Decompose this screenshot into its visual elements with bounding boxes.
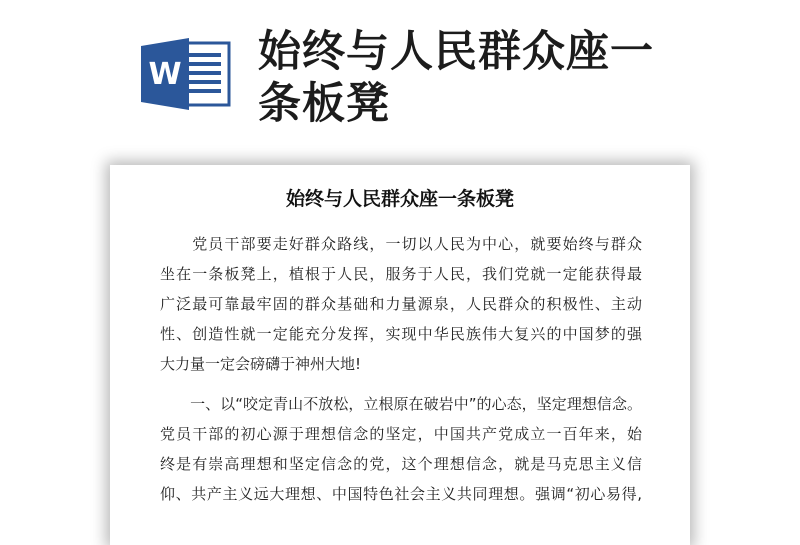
paragraph-line: 坐在一条板凳上，植根于人民，服务于人民，我们党就一定能获得最: [160, 265, 642, 283]
paragraph-line: 党员干部的初心源于理想信念的坚定，中国共产党成立一百年来，始: [160, 425, 642, 443]
header-title-line2: 条板凳: [258, 79, 390, 129]
header: [0, 0, 800, 150]
header-title-line1: 始终与人民群众座一: [258, 27, 654, 77]
word-document-icon: [141, 38, 231, 110]
paragraph-line: 大力量一定会磅礴于神州大地!: [160, 355, 362, 373]
paragraph-line: 党员干部要走好群众路线，一切以人民为中心，就要始终与群众: [160, 235, 642, 253]
header-title: [258, 26, 698, 130]
document-body: [160, 229, 642, 509]
paragraph-2: [160, 389, 642, 509]
paragraph-line: 仰、共产主义远大理想、中国特色社会主义共同理想。强调“初心易得,: [160, 485, 642, 503]
paragraph-line: 终是有崇高理想和坚定信念的党，这个理想信念，就是马克思主义信: [160, 455, 642, 473]
paragraph-1: [160, 229, 642, 379]
word-logo-letter: W: [148, 57, 182, 92]
document-title: 始终与人民群众座一条板凳: [285, 188, 514, 210]
paragraph-line: 一、以“咬定青山不放松，立根原在破岩中”的心态，坚定理想信念。: [160, 395, 642, 413]
paragraph-line: 广泛最可靠最牢固的群众基础和力量源泉，人民群众的积极性、主动: [160, 295, 642, 313]
document-page: [110, 165, 690, 545]
paragraph-line: 性、创造性就一定能充分发挥，实现中华民族伟大复兴的中国梦的强: [160, 325, 642, 343]
paragraph-gap: [160, 379, 642, 389]
